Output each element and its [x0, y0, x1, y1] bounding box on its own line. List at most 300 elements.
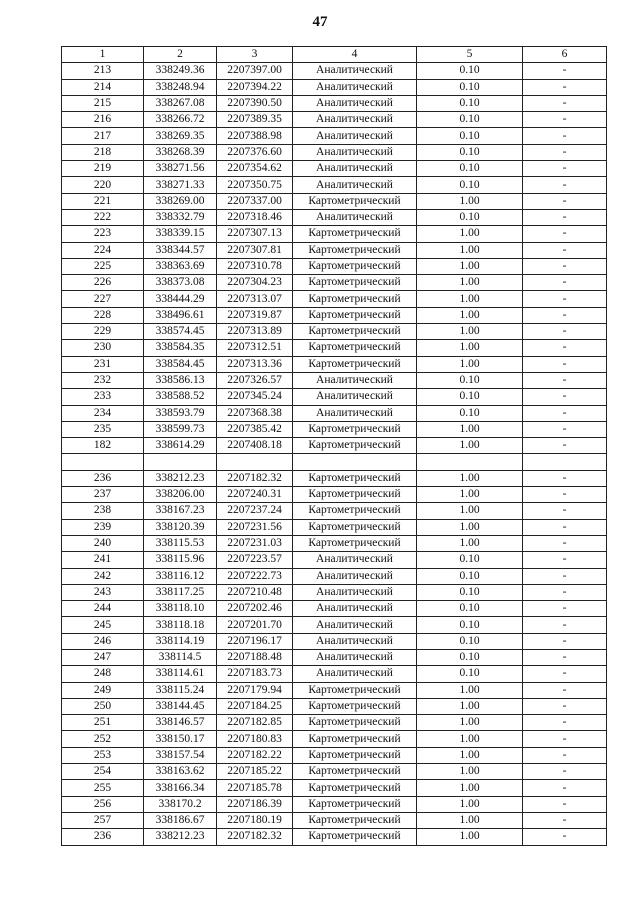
cell-point-number: 217 — [62, 128, 144, 144]
cell-accuracy: 1.00 — [417, 519, 523, 535]
cell-accuracy: 1.00 — [417, 275, 523, 291]
cell-note: - — [523, 421, 607, 437]
cell-x-coordinate: 338614.29 — [144, 438, 217, 454]
page-number: 47 — [312, 14, 328, 30]
coordinates-table — [61, 46, 607, 846]
cell-point-number: 182 — [62, 438, 144, 454]
table-row — [62, 454, 607, 470]
cell-x-coordinate: 338269.35 — [144, 128, 217, 144]
cell-y-coordinate — [217, 454, 293, 470]
cell-accuracy: 1.00 — [417, 812, 523, 828]
cell-accuracy: 1.00 — [417, 698, 523, 714]
cell-method: Картометрический — [293, 470, 417, 486]
cell-y-coordinate: 2207180.19 — [217, 812, 293, 828]
cell-y-coordinate: 2207201.70 — [217, 617, 293, 633]
cell-point-number: 235 — [62, 421, 144, 437]
cell-note: - — [523, 340, 607, 356]
cell-method: Аналитический — [293, 63, 417, 79]
cell-note: - — [523, 829, 607, 845]
cell-x-coordinate: 338115.96 — [144, 552, 217, 568]
cell-method: Аналитический — [293, 144, 417, 160]
cell-point-number: 239 — [62, 519, 144, 535]
cell-x-coordinate: 338599.73 — [144, 421, 217, 437]
table-row — [62, 291, 607, 307]
cell-x-coordinate: 338212.23 — [144, 470, 217, 486]
cell-x-coordinate: 338150.17 — [144, 731, 217, 747]
cell-y-coordinate: 2207354.62 — [217, 161, 293, 177]
cell-method: Аналитический — [293, 389, 417, 405]
cell-y-coordinate: 2207307.13 — [217, 226, 293, 242]
table-row — [62, 242, 607, 258]
table-row — [62, 601, 607, 617]
cell-point-number — [62, 454, 144, 470]
cell-x-coordinate: 338271.56 — [144, 161, 217, 177]
table-row — [62, 780, 607, 796]
table-row — [62, 356, 607, 372]
cell-method: Аналитический — [293, 95, 417, 111]
table-body — [62, 63, 607, 845]
cell-accuracy: 0.10 — [417, 649, 523, 665]
cell-point-number: 216 — [62, 112, 144, 128]
cell-y-coordinate: 2207184.25 — [217, 698, 293, 714]
cell-y-coordinate: 2207337.00 — [217, 193, 293, 209]
cell-note: - — [523, 275, 607, 291]
cell-y-coordinate: 2207326.57 — [217, 372, 293, 388]
cell-method: Картометрический — [293, 340, 417, 356]
cell-method: Аналитический — [293, 552, 417, 568]
cell-method: Аналитический — [293, 405, 417, 421]
cell-note: - — [523, 601, 607, 617]
cell-point-number: 223 — [62, 226, 144, 242]
cell-x-coordinate: 338206.00 — [144, 487, 217, 503]
cell-accuracy: 1.00 — [417, 193, 523, 209]
cell-method: Аналитический — [293, 649, 417, 665]
cell-accuracy: 1.00 — [417, 764, 523, 780]
table-row — [62, 405, 607, 421]
cell-accuracy: 1.00 — [417, 356, 523, 372]
cell-note: - — [523, 747, 607, 763]
table-row — [62, 796, 607, 812]
header-cell-2: 2 — [144, 47, 217, 63]
table-row — [62, 633, 607, 649]
cell-point-number: 240 — [62, 535, 144, 551]
header-cell-1: 1 — [62, 47, 144, 63]
header-cell-5: 5 — [417, 47, 523, 63]
cell-x-coordinate: 338268.39 — [144, 144, 217, 160]
cell-accuracy: 0.10 — [417, 633, 523, 649]
cell-note: - — [523, 372, 607, 388]
cell-x-coordinate: 338344.57 — [144, 242, 217, 258]
cell-point-number: 237 — [62, 487, 144, 503]
cell-y-coordinate: 2207376.60 — [217, 144, 293, 160]
cell-note: - — [523, 731, 607, 747]
cell-method: Картометрический — [293, 812, 417, 828]
cell-note: - — [523, 487, 607, 503]
cell-note: - — [523, 177, 607, 193]
cell-point-number: 247 — [62, 649, 144, 665]
cell-method: Картометрический — [293, 715, 417, 731]
cell-method: Картометрический — [293, 438, 417, 454]
cell-note: - — [523, 242, 607, 258]
cell-accuracy: 0.10 — [417, 161, 523, 177]
table-row — [62, 568, 607, 584]
cell-accuracy: 0.10 — [417, 177, 523, 193]
cell-note: - — [523, 193, 607, 209]
cell-accuracy: 1.00 — [417, 470, 523, 486]
table-row — [62, 63, 607, 79]
cell-note: - — [523, 226, 607, 242]
cell-note: - — [523, 438, 607, 454]
cell-method: Картометрический — [293, 796, 417, 812]
cell-y-coordinate: 2207182.32 — [217, 470, 293, 486]
cell-y-coordinate: 2207223.57 — [217, 552, 293, 568]
cell-x-coordinate: 338267.08 — [144, 95, 217, 111]
cell-y-coordinate: 2207345.24 — [217, 389, 293, 405]
cell-accuracy: 0.10 — [417, 552, 523, 568]
cell-accuracy: 0.10 — [417, 601, 523, 617]
cell-y-coordinate: 2207388.98 — [217, 128, 293, 144]
table-row — [62, 812, 607, 828]
cell-method: Аналитический — [293, 666, 417, 682]
cell-y-coordinate: 2207182.85 — [217, 715, 293, 731]
table-row — [62, 95, 607, 111]
cell-point-number: 219 — [62, 161, 144, 177]
table-row — [62, 535, 607, 551]
cell-accuracy: 0.10 — [417, 79, 523, 95]
table-row — [62, 193, 607, 209]
header-row — [62, 47, 607, 63]
table-row — [62, 177, 607, 193]
cell-point-number: 220 — [62, 177, 144, 193]
table-row — [62, 519, 607, 535]
cell-method: Аналитический — [293, 372, 417, 388]
cell-method: Аналитический — [293, 584, 417, 600]
cell-note: - — [523, 715, 607, 731]
cell-accuracy: 0.10 — [417, 112, 523, 128]
cell-method: Картометрический — [293, 193, 417, 209]
cell-note: - — [523, 552, 607, 568]
cell-accuracy: 1.00 — [417, 340, 523, 356]
cell-method: Картометрический — [293, 682, 417, 698]
cell-point-number: 246 — [62, 633, 144, 649]
cell-accuracy: 0.10 — [417, 372, 523, 388]
cell-y-coordinate: 2207179.94 — [217, 682, 293, 698]
cell-x-coordinate: 338574.45 — [144, 324, 217, 340]
cell-x-coordinate: 338496.61 — [144, 307, 217, 323]
cell-accuracy: 0.10 — [417, 666, 523, 682]
cell-x-coordinate: 338114.19 — [144, 633, 217, 649]
cell-point-number: 242 — [62, 568, 144, 584]
cell-accuracy: 0.10 — [417, 128, 523, 144]
cell-y-coordinate: 2207313.89 — [217, 324, 293, 340]
cell-accuracy: 1.00 — [417, 796, 523, 812]
cell-note: - — [523, 405, 607, 421]
cell-accuracy: 1.00 — [417, 291, 523, 307]
table-row — [62, 715, 607, 731]
cell-y-coordinate: 2207231.03 — [217, 535, 293, 551]
cell-method: Аналитический — [293, 617, 417, 633]
cell-x-coordinate: 338114.61 — [144, 666, 217, 682]
cell-y-coordinate: 2207240.31 — [217, 487, 293, 503]
cell-accuracy: 0.10 — [417, 209, 523, 225]
cell-x-coordinate: 338593.79 — [144, 405, 217, 421]
table-row — [62, 829, 607, 845]
cell-method: Картометрический — [293, 747, 417, 763]
cell-accuracy: 1.00 — [417, 421, 523, 437]
cell-point-number: 225 — [62, 258, 144, 274]
cell-x-coordinate: 338163.62 — [144, 764, 217, 780]
cell-x-coordinate: 338114.5 — [144, 649, 217, 665]
cell-note: - — [523, 780, 607, 796]
cell-point-number: 233 — [62, 389, 144, 405]
cell-accuracy: 1.00 — [417, 258, 523, 274]
table-row — [62, 209, 607, 225]
cell-x-coordinate: 338444.29 — [144, 291, 217, 307]
cell-accuracy: 0.10 — [417, 584, 523, 600]
cell-method: Картометрический — [293, 307, 417, 323]
cell-note: - — [523, 812, 607, 828]
table-row — [62, 682, 607, 698]
cell-y-coordinate: 2207368.38 — [217, 405, 293, 421]
cell-x-coordinate: 338249.36 — [144, 63, 217, 79]
cell-x-coordinate: 338144.45 — [144, 698, 217, 714]
cell-y-coordinate: 2207318.46 — [217, 209, 293, 225]
cell-x-coordinate: 338166.34 — [144, 780, 217, 796]
cell-point-number: 234 — [62, 405, 144, 421]
table-row — [62, 275, 607, 291]
table-row — [62, 307, 607, 323]
cell-method: Картометрический — [293, 731, 417, 747]
cell-note: - — [523, 584, 607, 600]
header-cell-4: 4 — [293, 47, 417, 63]
cell-point-number: 231 — [62, 356, 144, 372]
cell-x-coordinate: 338363.69 — [144, 258, 217, 274]
cell-accuracy: 0.10 — [417, 63, 523, 79]
cell-note: - — [523, 568, 607, 584]
table-row — [62, 747, 607, 763]
cell-point-number: 255 — [62, 780, 144, 796]
table-row — [62, 144, 607, 160]
cell-method: Картометрический — [293, 764, 417, 780]
cell-point-number: 232 — [62, 372, 144, 388]
cell-method: Аналитический — [293, 177, 417, 193]
cell-x-coordinate: 338584.45 — [144, 356, 217, 372]
cell-x-coordinate: 338186.67 — [144, 812, 217, 828]
cell-x-coordinate: 338157.54 — [144, 747, 217, 763]
cell-y-coordinate: 2207196.17 — [217, 633, 293, 649]
table-row — [62, 698, 607, 714]
table-row — [62, 372, 607, 388]
cell-accuracy: 1.00 — [417, 682, 523, 698]
table-row — [62, 649, 607, 665]
cell-method: Картометрический — [293, 242, 417, 258]
cell-x-coordinate: 338120.39 — [144, 519, 217, 535]
table-row — [62, 764, 607, 780]
cell-note: - — [523, 79, 607, 95]
cell-x-coordinate: 338248.94 — [144, 79, 217, 95]
cell-y-coordinate: 2207389.35 — [217, 112, 293, 128]
cell-x-coordinate — [144, 454, 217, 470]
table-row — [62, 617, 607, 633]
table-row — [62, 487, 607, 503]
cell-note: - — [523, 535, 607, 551]
cell-point-number: 213 — [62, 63, 144, 79]
cell-accuracy — [417, 454, 523, 470]
cell-method: Картометрический — [293, 519, 417, 535]
cell-point-number: 250 — [62, 698, 144, 714]
cell-method: Картометрический — [293, 226, 417, 242]
table-row — [62, 226, 607, 242]
cell-note: - — [523, 95, 607, 111]
cell-point-number: 226 — [62, 275, 144, 291]
cell-point-number: 256 — [62, 796, 144, 812]
cell-accuracy: 1.00 — [417, 503, 523, 519]
table-row — [62, 470, 607, 486]
cell-y-coordinate: 2207231.56 — [217, 519, 293, 535]
cell-point-number: 252 — [62, 731, 144, 747]
cell-point-number: 253 — [62, 747, 144, 763]
cell-x-coordinate: 338118.10 — [144, 601, 217, 617]
table-row — [62, 112, 607, 128]
cell-y-coordinate: 2207182.22 — [217, 747, 293, 763]
cell-accuracy: 1.00 — [417, 715, 523, 731]
cell-point-number: 241 — [62, 552, 144, 568]
cell-y-coordinate: 2207397.00 — [217, 63, 293, 79]
cell-note: - — [523, 144, 607, 160]
cell-x-coordinate: 338116.12 — [144, 568, 217, 584]
cell-point-number: 238 — [62, 503, 144, 519]
cell-y-coordinate: 2207237.24 — [217, 503, 293, 519]
cell-method: Картометрический — [293, 324, 417, 340]
cell-x-coordinate: 338115.53 — [144, 535, 217, 551]
cell-accuracy: 1.00 — [417, 780, 523, 796]
cell-y-coordinate: 2207188.48 — [217, 649, 293, 665]
cell-note: - — [523, 63, 607, 79]
table-row — [62, 258, 607, 274]
table-row — [62, 324, 607, 340]
cell-method: Картометрический — [293, 421, 417, 437]
cell-x-coordinate: 338118.18 — [144, 617, 217, 633]
cell-point-number: 245 — [62, 617, 144, 633]
cell-note: - — [523, 209, 607, 225]
cell-method: Картометрический — [293, 698, 417, 714]
table-row — [62, 438, 607, 454]
cell-y-coordinate: 2207185.78 — [217, 780, 293, 796]
cell-point-number: 228 — [62, 307, 144, 323]
cell-accuracy: 1.00 — [417, 747, 523, 763]
cell-note: - — [523, 112, 607, 128]
cell-note: - — [523, 764, 607, 780]
cell-point-number: 229 — [62, 324, 144, 340]
cell-y-coordinate: 2207310.78 — [217, 258, 293, 274]
cell-method: Аналитический — [293, 161, 417, 177]
cell-y-coordinate: 2207312.51 — [217, 340, 293, 356]
cell-point-number: 215 — [62, 95, 144, 111]
cell-y-coordinate: 2207180.83 — [217, 731, 293, 747]
cell-note: - — [523, 389, 607, 405]
cell-accuracy: 0.10 — [417, 144, 523, 160]
cell-x-coordinate: 338212.23 — [144, 829, 217, 845]
cell-note: - — [523, 307, 607, 323]
cell-method: Аналитический — [293, 209, 417, 225]
cell-x-coordinate: 338588.52 — [144, 389, 217, 405]
cell-point-number: 222 — [62, 209, 144, 225]
header-cell-6: 6 — [523, 47, 607, 63]
cell-x-coordinate: 338269.00 — [144, 193, 217, 209]
cell-note: - — [523, 649, 607, 665]
table-row — [62, 161, 607, 177]
cell-y-coordinate: 2207408.18 — [217, 438, 293, 454]
cell-note: - — [523, 291, 607, 307]
table-header — [62, 47, 607, 63]
cell-point-number: 236 — [62, 829, 144, 845]
table-row — [62, 79, 607, 95]
cell-x-coordinate: 338115.24 — [144, 682, 217, 698]
cell-method: Аналитический — [293, 79, 417, 95]
cell-note: - — [523, 666, 607, 682]
cell-accuracy: 1.00 — [417, 242, 523, 258]
cell-x-coordinate: 338146.57 — [144, 715, 217, 731]
cell-x-coordinate: 338339.15 — [144, 226, 217, 242]
cell-note: - — [523, 128, 607, 144]
cell-y-coordinate: 2207222.73 — [217, 568, 293, 584]
cell-x-coordinate: 338117.25 — [144, 584, 217, 600]
table-row — [62, 552, 607, 568]
cell-note — [523, 454, 607, 470]
cell-accuracy: 0.10 — [417, 405, 523, 421]
cell-accuracy: 1.00 — [417, 324, 523, 340]
cell-accuracy: 1.00 — [417, 487, 523, 503]
cell-accuracy: 0.10 — [417, 95, 523, 111]
table-row — [62, 503, 607, 519]
cell-y-coordinate: 2207313.07 — [217, 291, 293, 307]
cell-y-coordinate: 2207307.81 — [217, 242, 293, 258]
cell-y-coordinate: 2207186.39 — [217, 796, 293, 812]
cell-y-coordinate: 2207185.22 — [217, 764, 293, 780]
cell-point-number: 227 — [62, 291, 144, 307]
cell-point-number: 254 — [62, 764, 144, 780]
cell-note: - — [523, 617, 607, 633]
header-cell-3: 3 — [217, 47, 293, 63]
cell-x-coordinate: 338271.33 — [144, 177, 217, 193]
cell-note: - — [523, 698, 607, 714]
cell-note: - — [523, 161, 607, 177]
cell-point-number: 251 — [62, 715, 144, 731]
cell-method: Картометрический — [293, 291, 417, 307]
cell-y-coordinate: 2207313.36 — [217, 356, 293, 372]
cell-note: - — [523, 356, 607, 372]
cell-accuracy: 1.00 — [417, 307, 523, 323]
cell-point-number: 218 — [62, 144, 144, 160]
cell-note: - — [523, 503, 607, 519]
table-row — [62, 389, 607, 405]
table-row — [62, 128, 607, 144]
table-row — [62, 584, 607, 600]
cell-y-coordinate: 2207183.73 — [217, 666, 293, 682]
cell-accuracy: 1.00 — [417, 829, 523, 845]
cell-note: - — [523, 470, 607, 486]
cell-x-coordinate: 338266.72 — [144, 112, 217, 128]
cell-method: Картометрический — [293, 275, 417, 291]
table-row — [62, 666, 607, 682]
cell-accuracy: 0.10 — [417, 389, 523, 405]
cell-y-coordinate: 2207202.46 — [217, 601, 293, 617]
cell-x-coordinate: 338373.08 — [144, 275, 217, 291]
cell-method: Картометрический — [293, 535, 417, 551]
cell-accuracy: 1.00 — [417, 438, 523, 454]
cell-note: - — [523, 796, 607, 812]
table-row — [62, 340, 607, 356]
